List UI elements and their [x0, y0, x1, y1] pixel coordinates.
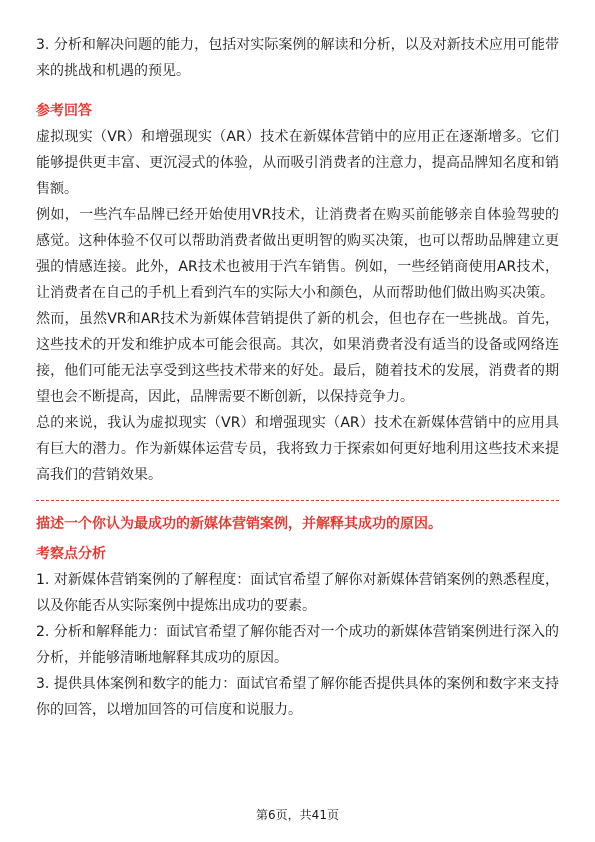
analysis-heading: 考察点分析	[36, 546, 106, 562]
answer-paragraph-3: 然而，虽然VR和AR技术为新媒体营销提供了新的机会，但也存在一些挑战。首先，这些技术的开发和维护成本可能会很高。其次，如果消费者没有适当的设备或网络连接，他们可能无法享受到这些技术带来的好处。最后，随着技术的发展，消费者的期望也会不断提高，因此，品牌需要不断创新，以保持竞争力。	[36, 311, 559, 405]
analysis-item-2: 2. 分析和解释能力：面试官希望了解你能否对一个成功的新媒体营销案例进行深入的分析，并能够清晰地解释其成功的原因。	[36, 624, 559, 666]
answer-heading: 参考回答	[36, 103, 92, 119]
page-number-footer: 第6页，共41页	[256, 808, 339, 822]
answer-paragraph-2: 例如，一些汽车品牌已经开始使用VR技术，让消费者在购买前能够亲自体验驾驶的感觉。这种体验不仅可以帮助消费者做出更明智的购买决策，也可以帮助品牌建立更强的情感连接。此外，AR技术也被用于汽车销售。例如，一些经销商使用AR技术，让消费者在自己的手机上看到汽车的实际大小和颜色，从而帮助他们做出购买决策。	[36, 207, 559, 301]
top-item: 3. 分析和解决问题的能力，包括对实际案例的解读和分析，以及对新技术应用可能带来的挑战和机遇的预见。	[36, 37, 559, 79]
analysis-item-3: 3. 提供具体案例和数字的能力：面试官希望了解你能否提供具体的案例和数字来支持你的回答，以增加回答的可信度和说服力。	[36, 676, 559, 718]
answer-paragraph-4: 总的来说，我认为虚拟现实（VR）和增强现实（AR）技术在新媒体营销中的应用具有巨大的潜力。作为新媒体运营专员，我将致力于探索如何更好地利用这些技术来提高我们的营销效果。	[36, 415, 559, 483]
section-divider	[36, 500, 559, 501]
page-content	[36, 32, 559, 723]
answer-paragraph-1: 虚拟现实（VR）和增强现实（AR）技术在新媒体营销中的应用正在逐渐增多。它们能够提供更丰富、更沉浸式的体验，从而吸引消费者的注意力，提高品牌知名度和销售额。	[36, 129, 559, 197]
analysis-item-1: 1. 对新媒体营销案例的了解程度：面试官希望了解你对新媒体营销案例的熟悉程度，以及你能否从实际案例中提炼出成功的要素。	[36, 572, 559, 614]
question-title: 描述一个你认为最成功的新媒体营销案例，并解释其成功的原因。	[36, 516, 442, 532]
